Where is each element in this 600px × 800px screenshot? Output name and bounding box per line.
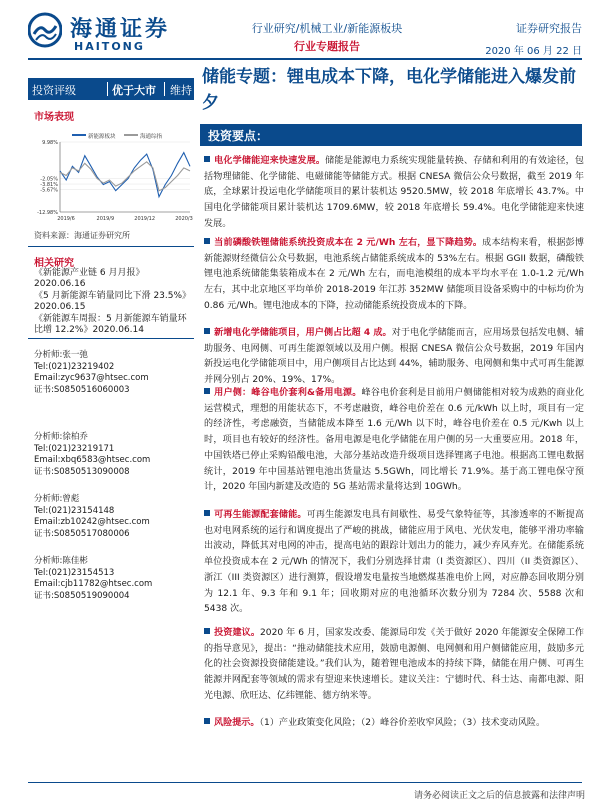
paragraph-body: 成本结构来看，根据彭博新能源财经微信公众号数据，电池系统占储能系统成本的 53%左右。根据 GGII 数据，磷酸铁锂电池系统储能集装箱成本在 2 元/Wh 左右，而电池模组的成本平均水平在 1.0-1.2 元/Wh 左右，其中北京地区平均单价 2018-2019 年江苏 352MW 储能项目设备采购中的中标均价为 0.86 元/Wh。锂电池成本的下降，拉动储能系统投资成本的下降。 xyxy=(204,238,584,311)
industry-block xyxy=(232,20,422,53)
industry-line: 行业研究/机械工业/新能源板块 xyxy=(251,22,403,35)
analyst-name: 分析师:徐柏乔 xyxy=(34,432,88,442)
analyst-tel: Tel:(021)23154148 xyxy=(34,505,115,516)
paragraph-lead: 投资建议。 xyxy=(214,628,260,638)
analyst-block xyxy=(34,432,194,478)
analyst-cert: 证书:S0850516060003 xyxy=(34,384,130,395)
y-tick-label: -12.98% xyxy=(37,210,58,216)
report-title: 储能专题：锂电成本下降，电化学储能进入爆发前夕 xyxy=(202,67,576,113)
footer-divider xyxy=(28,782,582,783)
analyst-email[interactable]: Email:zyc9637@htsec.com xyxy=(34,373,149,383)
paragraph-body: （1）产业政策变化风险；（2）峰谷价差收窄风险；（3）技术变动风险。 xyxy=(259,718,546,728)
legend-label-b: 海通综指 xyxy=(140,134,163,140)
section-divider xyxy=(28,338,194,339)
rating-label: 投资评级 xyxy=(32,84,76,97)
paragraph xyxy=(204,236,584,315)
analyst-tel: Tel:(021)23219171 xyxy=(34,443,115,454)
bullet-icon xyxy=(204,718,210,724)
related-item[interactable]: 《新能源车周报：5 月新能源车销量环比增 12.2%》2020.06.14 xyxy=(34,314,187,335)
analyst-block xyxy=(34,350,194,396)
analyst-tel: Tel:(021)23219402 xyxy=(34,361,115,372)
paragraph-lead: 新增电化学储能项目，用户侧占比超 4 成。 xyxy=(214,328,392,338)
rating-bar xyxy=(28,78,194,100)
report-label: 证券研究报告 xyxy=(516,22,582,35)
bullet-icon xyxy=(204,628,210,634)
paragraph xyxy=(204,154,584,233)
analyst-name: 分析师:陈佳彬 xyxy=(34,556,88,566)
rating-divider xyxy=(164,82,165,96)
y-tick-label: 9.98% xyxy=(42,140,58,146)
paragraph-body: 2020 年 6 月，国家发改委、能源局印发《关于做好 2020 年能源安全保障工作的指导意见》，提出：“推动储能技术应用，鼓励电源侧、电网侧和用户侧储能应用，鼓励多元化的社会资源投资储能建设。”我们认为，随着锂电池成本的持续下降，储能在用户侧、可再生能源并网配套等领域的需求有望迎来快速增长。建议关注：宁德时代、科士达、南都电源、阳光电源、欣旺达、亿纬锂能、德方纳米等。 xyxy=(204,628,584,701)
paragraph-lead: 电化学储能迎来快速发展。 xyxy=(214,156,326,166)
paragraph-body: 可再生能源发电具有间歇性、易受气象特征等，其渗透率的不断提高也对电网系统的运行和调度提出了严峻的挑战，储能应用于风电、光伏发电，能够平滑功率输出波动，降低其对电网的冲击，提高电站的跟踪计划出力的能力，减少弃风弃光。在储能系统单位投资成本在 2 元/Wh 的情况下，我们分别选择甘肃（I 类资源区）、四川（II 类资源区）、浙江（III 类资源区）进行测算，假设增发电量按当地燃煤基准电价上网，对应静态回收期分别为 12.1 年、9.3 年和 9.1 年；回收期对应的电池循环次数分别为 7284 次、5588 次和 5438 次。 xyxy=(204,510,584,615)
analyst-email[interactable]: Email:cjb11782@htsec.com xyxy=(34,579,153,589)
analyst-block xyxy=(34,494,194,540)
paragraph-lead: 用户侧：峰谷电价套利&备用电源。 xyxy=(214,388,362,398)
haitong-logo-icon xyxy=(28,10,62,50)
paragraph-body: 储能是能源电力系统实现能量转换、存储和利用的有效途径，包括物理储能、化学储能、电磁储能等储能方式。根据 CNESA 微信公众号数据，截至 2019 年底，全球累计投运电化学储能项目的累计装机达 9520.5MW，较 2018 年底增长 43.7%。中国电化学储能项目累计装机达 1709.6MW，较 2018 年底增长 59.4%。电化学储能迎来快速发展。 xyxy=(204,156,584,229)
legend-label-a: 新能源板块 xyxy=(88,134,116,140)
related-title: 相关研究 xyxy=(34,258,74,269)
paragraph xyxy=(204,626,584,705)
rating-status: 维持 xyxy=(170,84,192,97)
bullet-icon xyxy=(204,238,210,244)
paragraph xyxy=(204,386,584,496)
market-chart xyxy=(34,130,194,226)
x-tick-label: 2019/9 xyxy=(96,216,115,222)
series-line xyxy=(60,153,190,197)
logo-english: HAITONG xyxy=(74,40,145,53)
page-header xyxy=(0,0,600,60)
paragraph xyxy=(204,326,584,389)
related-list xyxy=(34,268,194,336)
keypoints-header: 投资要点： xyxy=(200,124,582,146)
company-logo xyxy=(28,10,188,54)
paragraph xyxy=(204,508,584,618)
related-item[interactable]: 《5 月新能源车销量同比下滑 23.5%》2020.06.15 xyxy=(34,291,192,312)
bullet-icon xyxy=(204,510,210,516)
report-meta xyxy=(470,20,582,57)
y-tick-label: -5.67% xyxy=(40,187,58,194)
paragraph-body: 对于电化学储能而言，应用场景包括发电侧、辅助服务、电网侧、可再生能源领域以及用户侧。根据 CNESA 微信公众号数据，2019 年国内新投运电化学储能项目中，用户侧项目占比达到 44%，辅助服务、电网侧和集中式可再生能源并网分别占 20%、19%、17%。 xyxy=(204,328,584,386)
analyst-cert: 证书:S0850517080006 xyxy=(34,528,130,539)
report-date: 2020 年 06 月 22 日 xyxy=(485,46,582,57)
bullet-icon xyxy=(204,328,210,334)
report-type: 行业专题报告 xyxy=(294,40,360,53)
section-divider xyxy=(28,246,194,247)
header-divider xyxy=(28,58,582,60)
analyst-name: 分析师:曾彪 xyxy=(34,494,80,504)
x-tick-label: 2020/3 xyxy=(175,216,193,222)
related-item[interactable]: 《新能源产业链 6 月月报》2020.06.16 xyxy=(34,268,145,289)
rating-divider xyxy=(107,82,108,96)
x-tick-label: 2019/6 xyxy=(57,216,75,222)
paragraph-lead: 风险提示。 xyxy=(214,718,260,728)
analyst-name: 分析师:张一弛 xyxy=(34,350,88,360)
paragraph-lead: 可再生能源配套储能。 xyxy=(214,510,307,520)
analyst-email[interactable]: Email:xbq6583@htsec.com xyxy=(34,455,151,465)
analyst-cert: 证书:S0850519090004 xyxy=(34,590,130,601)
x-tick-label: 2019/12 xyxy=(134,216,156,222)
chart-source: 资料来源：海通证券研究所 xyxy=(34,231,130,240)
y-tick-label: -3.81% xyxy=(40,182,58,189)
paragraph xyxy=(204,716,584,732)
analyst-block xyxy=(34,556,194,602)
bullet-icon xyxy=(204,388,210,394)
paragraph-lead: 当前磷酸铁锂储能系统投资成本在 2 元/Wh 左右，显下降趋势。 xyxy=(214,238,483,248)
market-title: 市场表现 xyxy=(34,112,74,123)
analyst-tel: Tel:(021)23154513 xyxy=(34,567,115,578)
logo-chinese: 海通证券 xyxy=(70,16,171,42)
analyst-cert: 证书:S0850513090008 xyxy=(34,466,130,477)
rating-value: 优于大市 xyxy=(112,84,156,97)
analyst-email[interactable]: Email:zb10242@htsec.com xyxy=(34,517,150,527)
disclaimer-link[interactable]: 请务必阅读正文之后的信息披露和法律声明 xyxy=(413,791,585,800)
paragraph-body: 峰谷电价套利是目前用户侧储能相对较为成熟的商业化运营模式，理想的用能状态下，不考虑融资，峰谷电价差在 0.6 元/kWh 以上时，项目有一定的经济性，考虑融资，当储能成本降至 1.6 元/Wh 以下时，峰谷电价差在 0.5 元/Kwh 以上时，项目也有较好的经济性。备用电源是电化学储能在用户侧的另一大重要应用。2018 年，中国铁塔已停止采购铅酸电池，大部分基站改造升级项目选择锂离子电池。根据高工锂电数据统计，2019 年中国基站锂电池出货量达 5.5GWh，同比增长 71.9%。基于高工锂电保守预计，2020 年国内新建及改造的 5G 基站需求量将达到 10GWh。 xyxy=(204,388,584,493)
bullet-icon xyxy=(204,156,210,162)
y-tick-label: -2.05% xyxy=(40,176,58,183)
